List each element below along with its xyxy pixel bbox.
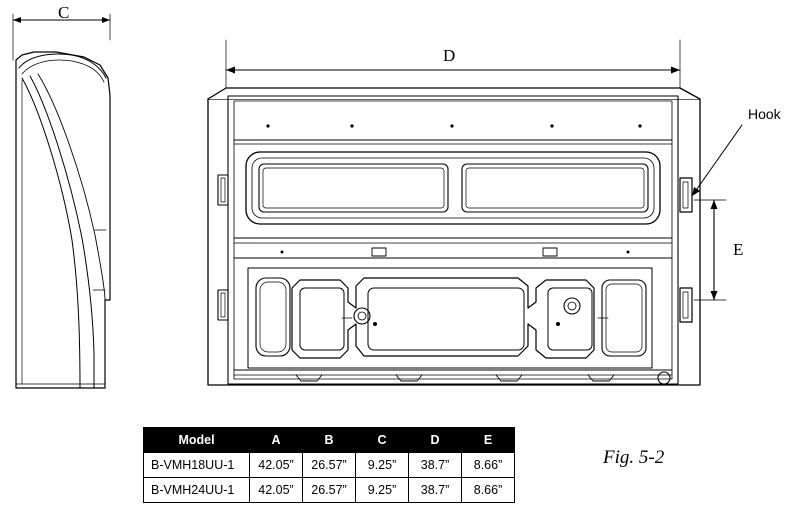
cell-a: 42.05” [250,453,303,478]
cell-b: 26.57” [303,453,356,478]
specification-table [143,427,515,503]
cell-d: 38.7” [409,478,462,503]
figure-caption: Fig. 5-2 [603,447,665,468]
cell-a: 42.05” [250,478,303,503]
table-row [144,478,515,503]
cell-c: 9.25” [356,453,409,478]
column-header-d: D [409,428,462,453]
cell-c: 9.25” [356,478,409,503]
side-view-profile [16,52,110,388]
front-view [208,88,700,385]
dimension-label-d: D [443,46,456,65]
table-header-row [144,428,515,453]
table-row [144,453,515,478]
hook-callout-label: Hook [748,106,781,122]
cell-e: 8.66” [462,478,515,503]
cell-model: B-VMH18UU-1 [144,453,250,478]
column-header-b: B [303,428,356,453]
cell-b: 26.57” [303,478,356,503]
dimension-label-c: C [58,3,70,22]
column-header-model: Model [144,428,250,453]
column-header-a: A [250,428,303,453]
dimension-label-e: E [733,240,744,259]
cell-e: 8.66” [462,453,515,478]
column-header-e: E [462,428,515,453]
column-header-c: C [356,428,409,453]
cell-d: 38.7” [409,453,462,478]
cell-model: B-VMH24UU-1 [144,478,250,503]
